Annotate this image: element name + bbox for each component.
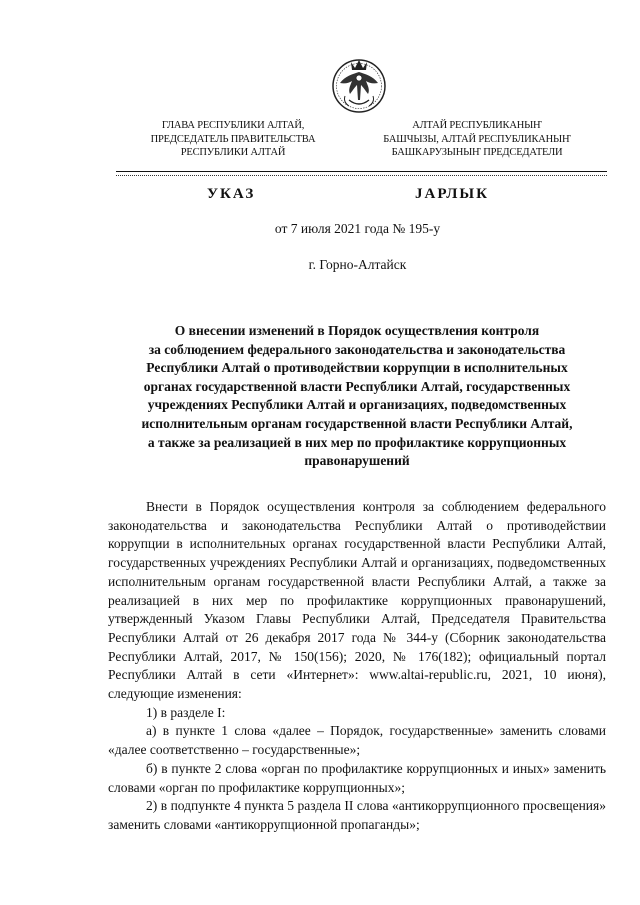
city-line: г. Горно-Алтайск [308,257,407,272]
header-right-line: АЛТАЙ РЕСПУБЛИКАНЫҤ [412,120,542,131]
republic-emblem-icon [331,56,387,118]
header-rule-dotted [116,175,607,176]
document-heading [108,322,606,471]
document-body [108,498,606,835]
title-ukaz: УКАЗ [207,186,256,202]
header-right [352,119,602,160]
heading-line: учреждениях Республики Алтай и организациях, подведомственных [147,397,567,413]
heading-line: О внесении изменений в Порядок осуществления контроля [174,323,540,338]
body-paragraph: Внести в Порядок осуществления контроля за соблюдением федерального законодательства и законодательства Республики Алтай о противодействии коррупции в исполнительных органах государственной власти Республики Алтай, государственных учреждениях Республики Алтай и организациях, подведомственных исполнительным органам государственной власти Республики Алтай, а также за реализацией в них мер по профилактике коррупционных правонарушений, утвержденный Указом Главы Республики Алтай, Председателя Правительства Республики Алтай от 26 декабря 2017 года № 344-у (Сборник законодательства Республики Алтай, 2017, № 150(156); 2020, № 176(182); официальный портал Республики Алтай в сети «Интернет»: www.altai-republic.ru, 2021, 10 июня), следующие изменения: [108,499,606,702]
header-left-line: ПРЕДСЕДАТЕЛЬ ПРАВИТЕЛЬСТВА [150,133,316,145]
heading-line: за соблюдением федерального законодательства и законодательства [148,341,566,357]
body-paragraph: а) в пункте 1 слова «далее – Порядок, государственные» заменить словами «далее соответственно – государственные»; [108,723,606,758]
body-paragraph: 1) в разделе I: [146,704,226,720]
heading-line: а также за реализацией в них мер по профилактике коррупционных [147,434,567,450]
header-left-line: РЕСПУБЛИКИ АЛТАЙ [180,147,286,158]
header-rule [116,171,607,172]
header-left-line: ГЛАВА РЕСПУБЛИКИ АЛТАЙ, [161,120,305,131]
heading-line: правонарушений [304,453,410,469]
heading-line: исполнительным органам государственной власти Республики Алтай, [141,415,573,431]
body-paragraph: 2) в подпункте 4 пункта 5 раздела II слова «антикоррупционного просвещения» заменить словами «антикоррупционной пропаганды»; [108,798,606,832]
body-paragraph: б) в пункте 2 слова «орган по профилактике коррупционных и иных» заменить словами «орган по профилактике коррупционных»; [108,760,606,795]
heading-line: органах государственной власти Республики Алтай, государственных [143,378,571,394]
date-line: от 7 июля 2021 года № 195-у [274,221,441,236]
header-right-line: БАШЧЫЗЫ, АЛТАЙ РЕСПУБЛИКАНЫҤ [383,133,571,145]
header-right-line: БАШКАРУЗЫНЫҤ ПРЕДСЕДАТЕЛИ [391,147,563,158]
heading-line: Республики Алтай о противодействии коррупции в исполнительных [146,360,568,376]
title-jarlyk: ЈАРЛЫК [415,186,490,202]
header-left [118,119,348,160]
